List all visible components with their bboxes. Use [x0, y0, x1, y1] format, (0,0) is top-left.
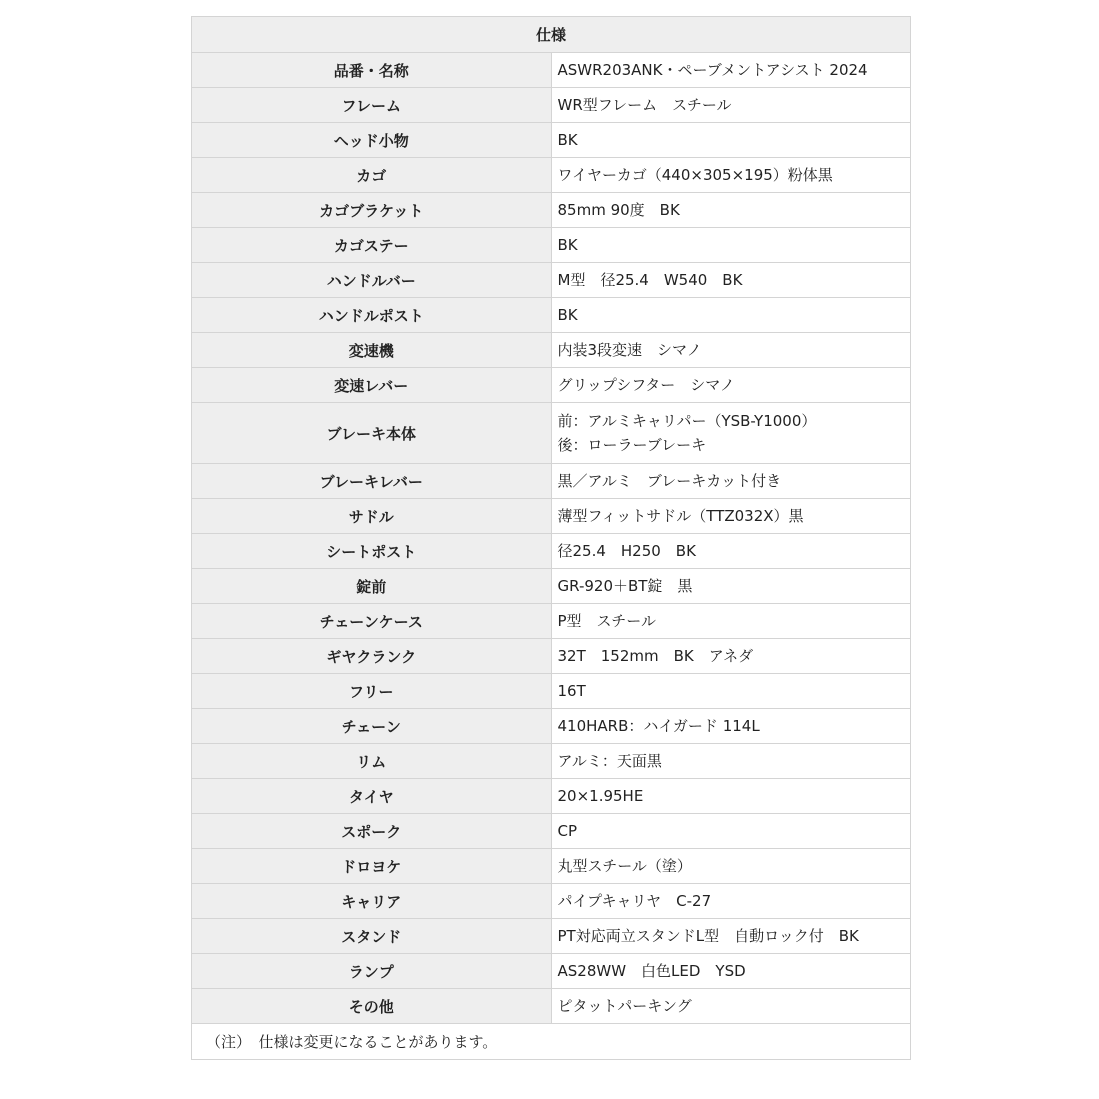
spec-row	[192, 534, 911, 569]
spec-value-line: 丸型スチール（塗）	[557, 857, 692, 875]
spec-value	[551, 849, 911, 884]
spec-row	[192, 814, 911, 849]
spec-row	[192, 88, 911, 123]
spec-label: サドル	[192, 499, 552, 534]
spec-value	[551, 534, 911, 569]
spec-value-line: 20×1.95HE	[557, 787, 644, 805]
spec-row	[192, 954, 911, 989]
spec-label: その他	[192, 989, 552, 1024]
spec-row	[192, 499, 911, 534]
spec-row	[192, 919, 911, 954]
spec-value-line: ピタットパーキング	[557, 997, 692, 1015]
spec-row	[192, 193, 911, 228]
spec-value	[551, 123, 911, 158]
spec-label: ブレーキレバー	[192, 464, 552, 499]
spec-row	[192, 123, 911, 158]
spec-label: ハンドルバー	[192, 263, 552, 298]
spec-label: 品番・名称	[192, 53, 552, 88]
spec-title-row	[192, 17, 911, 53]
spec-label: チェーンケース	[192, 604, 552, 639]
spec-table	[191, 16, 911, 1060]
spec-value-line: AS28WW 白色LED YSD	[557, 962, 746, 980]
spec-value	[551, 263, 911, 298]
spec-label: リム	[192, 744, 552, 779]
spec-value-line: 後：ローラーブレーキ	[557, 436, 707, 454]
spec-value	[551, 53, 911, 88]
spec-value-line: 径25.4 H250 BK	[557, 542, 696, 560]
spec-label: キャリア	[192, 884, 552, 919]
spec-note: （注） 仕様は変更になることがあります。	[192, 1024, 911, 1060]
spec-value	[551, 499, 911, 534]
spec-row	[192, 989, 911, 1024]
spec-value-line: 内装3段変速 シマノ	[557, 341, 702, 359]
spec-row	[192, 464, 911, 499]
spec-value	[551, 884, 911, 919]
spec-value	[551, 298, 911, 333]
spec-label: フレーム	[192, 88, 552, 123]
note-row	[192, 1024, 911, 1060]
spec-label: チェーン	[192, 709, 552, 744]
spec-label: スタンド	[192, 919, 552, 954]
spec-label: スポーク	[192, 814, 552, 849]
spec-label: シートポスト	[192, 534, 552, 569]
spec-row	[192, 744, 911, 779]
spec-row	[192, 779, 911, 814]
spec-value	[551, 709, 911, 744]
spec-value	[551, 368, 911, 403]
spec-value	[551, 193, 911, 228]
spec-value	[551, 744, 911, 779]
spec-value-line: P型 スチール	[557, 612, 656, 630]
spec-label: ハンドルポスト	[192, 298, 552, 333]
spec-label: ギヤクランク	[192, 639, 552, 674]
spec-value-line: WR型フレーム スチール	[557, 96, 732, 114]
spec-value	[551, 569, 911, 604]
spec-value-line: 85mm 90度 BK	[557, 201, 680, 219]
spec-label: タイヤ	[192, 779, 552, 814]
spec-value	[551, 954, 911, 989]
spec-label: ブレーキ本体	[192, 403, 552, 464]
spec-row	[192, 263, 911, 298]
spec-label: 錠前	[192, 569, 552, 604]
spec-title: 仕様	[192, 17, 911, 53]
spec-label: ヘッド小物	[192, 123, 552, 158]
spec-value-line: 薄型フィットサドル（TTZ032X）黒	[557, 507, 804, 525]
spec-row	[192, 368, 911, 403]
spec-row	[192, 569, 911, 604]
spec-row	[192, 884, 911, 919]
spec-value	[551, 333, 911, 368]
spec-value	[551, 814, 911, 849]
spec-value-line: グリップシフター シマノ	[557, 376, 735, 394]
spec-row	[192, 228, 911, 263]
spec-label: 変速レバー	[192, 368, 552, 403]
spec-value	[551, 88, 911, 123]
spec-value	[551, 674, 911, 709]
spec-value-line: 黒／アルミ ブレーキカット付き	[557, 472, 782, 490]
spec-value	[551, 158, 911, 193]
spec-value-line: アルミ：天面黒	[557, 752, 662, 770]
spec-value-line: PT対応両立スタンドL型 自動ロック付 BK	[557, 927, 859, 945]
spec-value-line: 410HARB：ハイガード 114L	[557, 717, 760, 735]
spec-row	[192, 298, 911, 333]
spec-value-line: M型 径25.4 W540 BK	[557, 271, 743, 289]
spec-value	[551, 403, 911, 464]
spec-value	[551, 604, 911, 639]
spec-value-line: BK	[557, 306, 578, 324]
spec-label: カゴステー	[192, 228, 552, 263]
spec-row	[192, 333, 911, 368]
spec-value-line: BK	[557, 131, 578, 149]
spec-label: フリー	[192, 674, 552, 709]
spec-value-line: CP	[557, 822, 578, 840]
spec-value	[551, 919, 911, 954]
spec-row	[192, 849, 911, 884]
spec-value-line: BK	[557, 236, 578, 254]
spec-label: 変速機	[192, 333, 552, 368]
spec-value	[551, 464, 911, 499]
spec-row	[192, 53, 911, 88]
spec-label: ランプ	[192, 954, 552, 989]
spec-row	[192, 709, 911, 744]
spec-row	[192, 604, 911, 639]
spec-value-line: 16T	[557, 682, 586, 700]
spec-row	[192, 674, 911, 709]
spec-value-line: ワイヤーカゴ（440×305×195）粉体黒	[557, 166, 833, 184]
spec-label: ドロヨケ	[192, 849, 552, 884]
spec-value-line: ASWR203ANK・ペーブメントアシスト 2024	[557, 61, 868, 79]
spec-row	[192, 158, 911, 193]
spec-value-line: 前：アルミキャリパー（YSB-Y1000）	[557, 412, 817, 430]
spec-row	[192, 639, 911, 674]
spec-value-line: GR-920＋BT錠 黒	[557, 577, 693, 595]
spec-row	[192, 403, 911, 464]
spec-body	[192, 53, 911, 1024]
spec-value	[551, 989, 911, 1024]
spec-value	[551, 779, 911, 814]
spec-value	[551, 639, 911, 674]
spec-value-line: パイプキャリヤ C-27	[557, 892, 712, 910]
spec-label: カゴ	[192, 158, 552, 193]
spec-label: カゴブラケット	[192, 193, 552, 228]
spec-value	[551, 228, 911, 263]
spec-value-line: 32T 152mm BK アネダ	[557, 647, 754, 665]
